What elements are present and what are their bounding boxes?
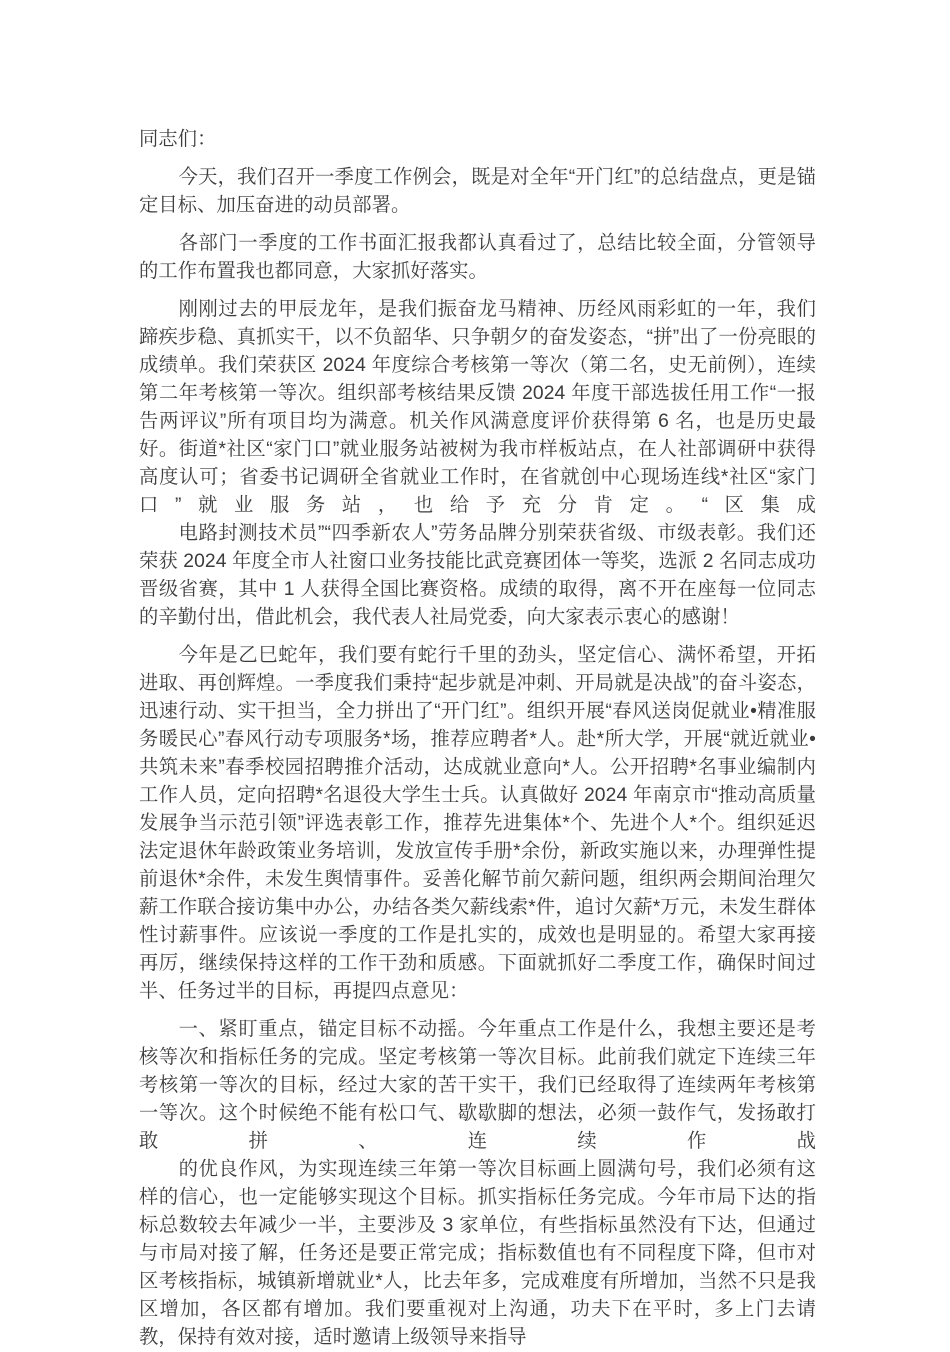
- salutation: 同志们：: [139, 129, 217, 150]
- paragraph-3-after-gap: 电路封测技术员”“四季新农人”劳务品牌分别荣获省级、市级表彰。我们还荣获 2024 年度全市人社窗口业务技能比武竞赛团体一等奖，选派 2 名同志成功晋级省赛，其中 1 人获得全国比赛资格。成绩的取得，离不开在座每一位同志的辛勤付出，借此机会，我代表人社局党委，向大家表示衷心的感谢！: [139, 523, 816, 628]
- paragraph-5-before-gap: 一、紧盯重点，锚定目标不动摇。今年重点工作是什么，我想主要还是考核等次和指标任务的完成。坚定考核第一等次目标。此前我们就定下连续三年考核第一等次的目标，经过大家的苦干实干，我们已经取得了连续两年考核第一等次。这个时候绝不能有松口气、歇歇脚的想法，必须一鼓作气，发扬敢打敢拼、连续作战: [139, 1019, 816, 1152]
- document-body: [139, 126, 816, 1352]
- paragraph-5-after-gap: 的优良作风，为实现连续三年第一等次目标画上圆满句号，我们必须有这样的信心，也一定能够实现这个目标。抓实指标任务完成。今年市局下达的指标总数较去年减少一半，主要涉及 3 家单位，有些指标虽然没有下达，但通过与市局对接了解，任务还是要正常完成；指标数值也有不同程度下降，但市对区考核指标，城镇新增就业*人，比去年多，完成难度有所增加，当然不只是我区增加，各区都有增加。我们要重视对上沟通，功夫下在平时，多上门去请教，保持有效对接，适时邀请上级领导来指导: [139, 1159, 816, 1348]
- paragraph-3-before-gap: 刚刚过去的甲辰龙年，是我们振奋龙马精神、历经风雨彩虹的一年，我们蹄疾步稳、真抓实干，以不负韶华、只争朝夕的奋发姿态，“拼”出了一份亮眼的成绩单。我们荣获区 2024 年度综合考核第一等次（第二名，史无前例），连续第二年考核第一等次。组织部考核结果反馈 2024 年度干部选拔任用工作“一报告两评议”所有项目均为满意。机关作风满意度评价获得第 6 名，也是历史最好。街道*社区“家门口”就业服务站被树为我市样板站点，在人社部调研中获得高度认可；省委书记调研全省就业工作时，在省就创中心现场连线*社区“家门口”就业服务站，也给予充分肯定。“区集成: [139, 299, 816, 516]
- paragraph-5: [139, 1016, 816, 1352]
- paragraph-4: 今年是乙巳蛇年，我们要有蛇行千里的劲头，坚定信心、满怀希望，开拓进取、再创辉煌。一季度我们秉持“起步就是冲刺、开局就是决战”的奋斗姿态，迅速行动、实干担当，全力拼出了“开门红”。组织开展“春风送岗促就业•精准服务暖民心”春风行动专项服务*场，推荐应聘者*人。赴*所大学，开展“就近就业•共筑未来”春季校园招聘推介活动，达成就业意向*人。公开招聘*名事业编制内工作人员，定向招聘*名退役大学生士兵。认真做好 2024 年南京市“推动高质量发展争当示范引领”评选表彰工作，推荐先进集体*个、先进个人*个。组织延迟法定退休年龄政策业务培训，发放宣传手册*余份，新政实施以来，办理弹性提前退休*余件，未发生舆情事件。妥善化解节前欠薪问题，组织两会期间治理欠薪工作联合接访集中办公，办结各类欠薪线索*件，追讨欠薪*万元，未发生群体性讨薪事件。应该说一季度的工作是扎实的，成效也是明显的。希望大家再接再厉，继续保持这样的工作干劲和质感。下面就抓好二季度工作，确保时间过半、任务过半的目标，再提四点意见：: [139, 645, 816, 1002]
- paragraph-1: 今天，我们召开一季度工作例会，既是对全年“开门红”的总结盘点，更是锚定目标、加压奋进的动员部署。: [139, 167, 816, 216]
- paragraph-2: 各部门一季度的工作书面汇报我都认真看过了，总结比较全面，分管领导的工作布置我也都同意，大家抓好落实。: [139, 233, 816, 282]
- paragraph-3: [139, 296, 816, 632]
